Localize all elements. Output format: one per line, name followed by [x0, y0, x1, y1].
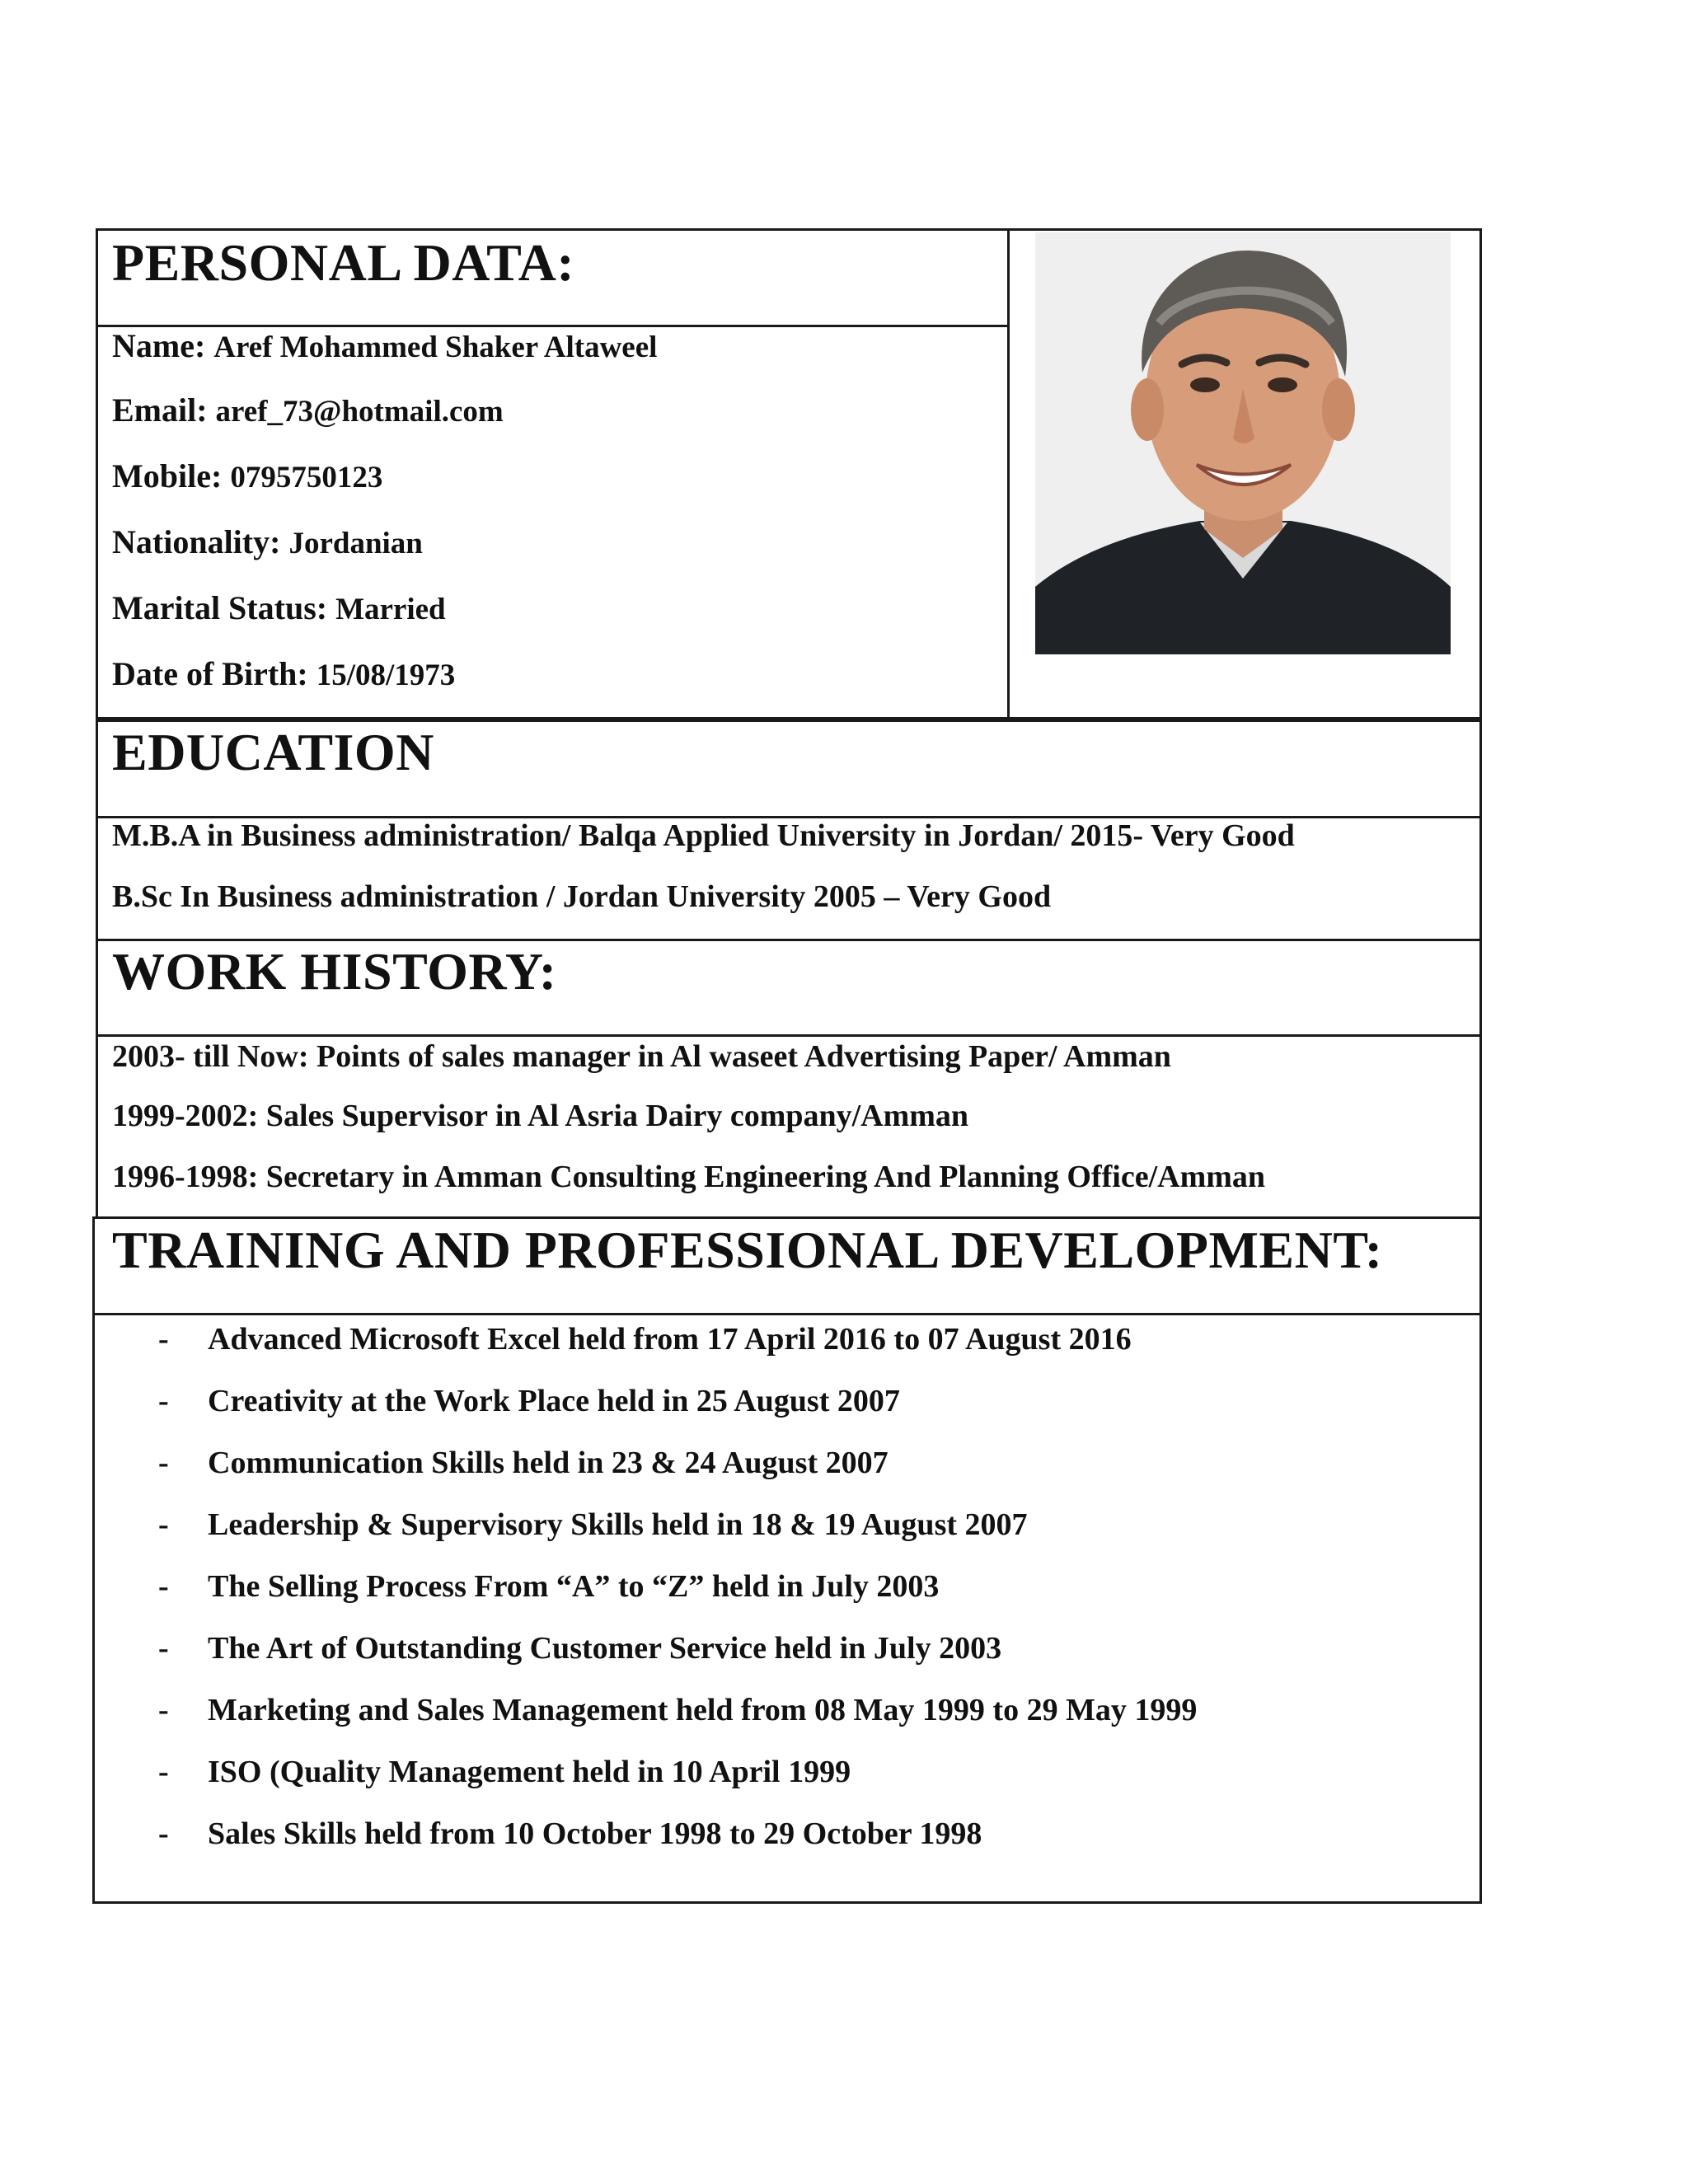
bullet-dash: -	[158, 1755, 169, 1789]
field-nationality-label: Nationality:	[112, 523, 281, 560]
bullet-dash: -	[158, 1693, 169, 1727]
bullet-dash: -	[158, 1569, 169, 1604]
education-item-mba: M.B.A in Business administration/ Balqa Applied University in Jordan/ 2015- Very Good	[112, 818, 1295, 853]
work-item-2003: 2003- till Now: Points of sales manager in Al waseet Advertising Paper/ Amman	[112, 1039, 1171, 1074]
field-marital-status-value: Married	[335, 593, 446, 626]
field-nationality	[112, 523, 423, 561]
list-item	[158, 1442, 1197, 1504]
field-nationality-value: Jordanian	[288, 527, 423, 560]
field-email-label: Email:	[112, 391, 208, 429]
work-item-1999: 1999-2002: Sales Supervisor in Al Asria Dairy company/Amman	[112, 1099, 969, 1133]
education-item-bsc: B.Sc In Business administration / Jordan University 2005 – Very Good	[112, 879, 1052, 914]
list-item-text: The Selling Process From “A” to “Z” held in July 2003	[208, 1569, 940, 1604]
field-name-value: Aref Mohammed Shaker Altaweel	[213, 330, 658, 364]
training-title: TRAINING AND PROFESSIONAL DEVELOPMENT:	[112, 1221, 1383, 1279]
field-mobile-label: Mobile:	[112, 457, 223, 494]
list-item-text: Advanced Microsoft Excel held from 17 April 2016 to 07 August 2016	[208, 1322, 1132, 1357]
education-title: EDUCATION	[112, 723, 434, 781]
bullet-dash: -	[158, 1322, 169, 1357]
list-item	[158, 1690, 1197, 1751]
field-mobile	[112, 457, 382, 495]
list-item-text: Sales Skills held from 10 October 1998 to 29 October 1998	[208, 1816, 982, 1851]
list-item-text: ISO (Quality Management held in 10 April 1999	[208, 1755, 851, 1789]
list-item	[158, 1813, 1197, 1875]
list-item	[158, 1751, 1197, 1813]
list-item	[158, 1319, 1197, 1380]
field-email	[112, 391, 504, 429]
bullet-dash: -	[158, 1507, 169, 1542]
list-item-text: Marketing and Sales Management held from 08 May 1999 to 29 May 1999	[208, 1693, 1198, 1727]
list-item	[158, 1380, 1197, 1442]
list-item-text: Communication Skills held in 23 & 24 August 2007	[208, 1446, 889, 1480]
profile-photo	[1035, 232, 1451, 654]
list-item-text: Creativity at the Work Place held in 25 August 2007	[208, 1384, 900, 1418]
field-name-label: Name:	[112, 327, 206, 364]
work-item-1996: 1996-1998: Secretary in Amman Consulting Engineering And Planning Office/Amman	[112, 1160, 1266, 1194]
field-marital-status-label: Marital Status:	[112, 589, 328, 626]
list-item	[158, 1628, 1197, 1690]
personal-data-title: PERSONAL DATA:	[112, 233, 575, 292]
field-date-of-birth-value: 15/08/1973	[316, 658, 456, 692]
work-history-title-divider	[96, 1034, 1482, 1037]
bullet-dash: -	[158, 1446, 169, 1480]
personal-photo-divider	[1007, 228, 1010, 719]
training-list	[158, 1319, 1197, 1875]
field-mobile-value: 0795750123	[230, 461, 383, 494]
field-date-of-birth-label: Date of Birth:	[112, 655, 308, 692]
bullet-dash: -	[158, 1631, 169, 1666]
field-email-value: aref_73@hotmail.com	[215, 395, 504, 429]
work-history-title: WORK HISTORY:	[112, 942, 557, 1001]
list-item-text: The Art of Outstanding Customer Service held in July 2003	[208, 1631, 1002, 1666]
bullet-dash: -	[158, 1384, 169, 1418]
bullet-dash: -	[158, 1816, 169, 1851]
field-marital-status	[112, 588, 446, 627]
field-name	[112, 326, 657, 365]
training-title-divider	[92, 1313, 1482, 1315]
list-item-text: Leadership & Supervisory Skills held in 18 & 19 August 2007	[208, 1507, 1028, 1542]
list-item	[158, 1504, 1197, 1566]
field-date-of-birth	[112, 654, 455, 693]
list-item	[158, 1566, 1197, 1628]
